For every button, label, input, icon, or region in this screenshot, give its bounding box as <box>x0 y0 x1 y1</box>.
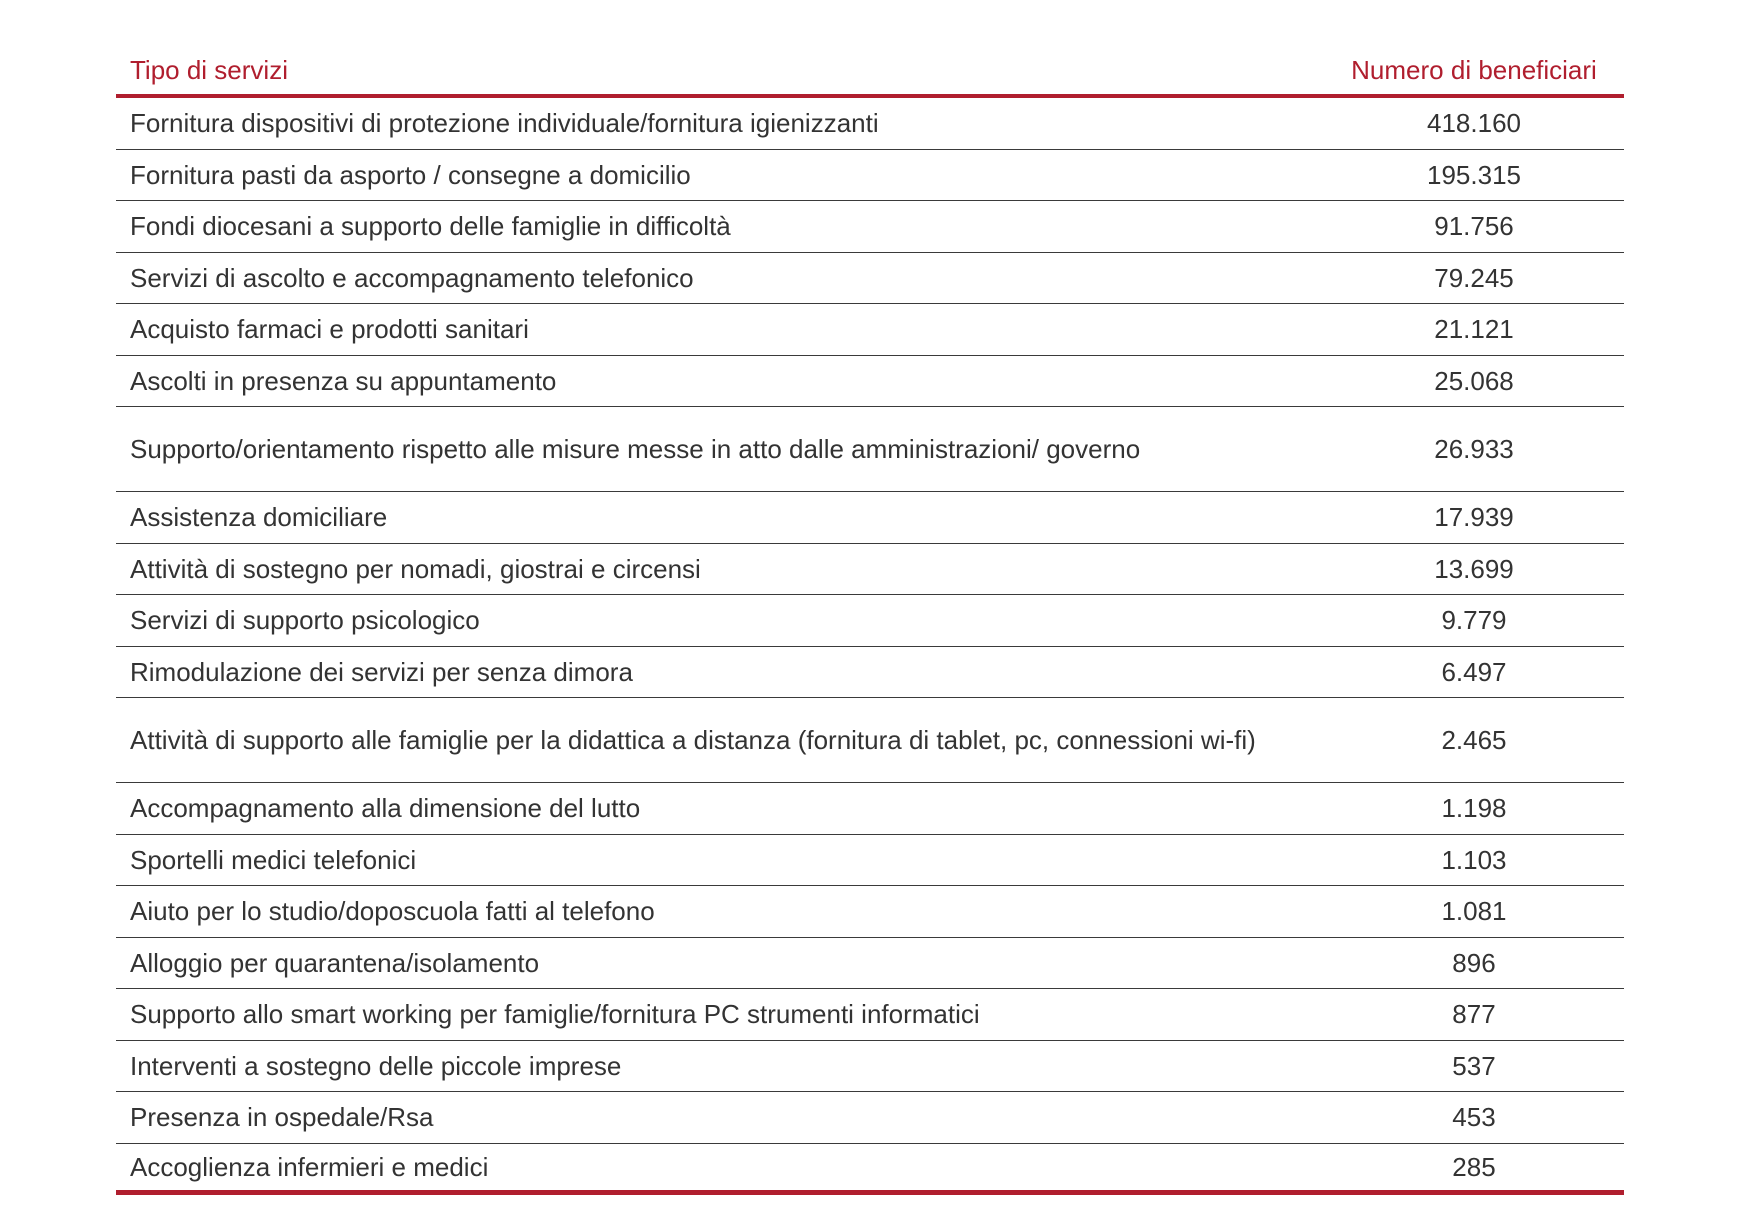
table-row <box>116 938 1624 990</box>
header-count: Numero di beneficiari <box>1351 55 1597 85</box>
service-cell: Accompagnamento alla dimensione del lutto <box>130 793 641 824</box>
service-cell: Presenza in ospedale/Rsa <box>130 1102 434 1133</box>
service-cell: Interventi a sostegno delle piccole imprese <box>130 1050 622 1081</box>
service-cell: Fornitura pasti da asporto / consegne a domicilio <box>130 159 691 190</box>
count-cell: 1.103 <box>1441 844 1507 875</box>
table-row <box>116 492 1624 544</box>
count-cell: 453 <box>1452 1102 1496 1133</box>
service-cell: Assistenza domiciliare <box>130 502 388 533</box>
service-cell: Ascolti in presenza su appuntamento <box>130 365 557 396</box>
service-cell: Rimodulazione dei servizi per senza dimora <box>130 656 633 687</box>
table-row <box>116 1144 1624 1196</box>
service-cell: Supporto allo smart working per famiglie/fornitura PC strumenti informatici <box>130 999 980 1030</box>
count-cell: 26.933 <box>1434 434 1514 464</box>
table-row <box>116 1092 1624 1144</box>
service-cell: Fornitura dispositivi di protezione individuale/fornitura igienizzanti <box>130 108 879 139</box>
header-service: Tipo di servizi <box>130 55 288 85</box>
count-cell: 537 <box>1452 1050 1496 1081</box>
table-row <box>116 356 1624 408</box>
count-cell: 9.779 <box>1441 605 1507 636</box>
count-cell: 13.699 <box>1434 553 1514 584</box>
table-row <box>116 98 1624 150</box>
count-cell: 79.245 <box>1434 262 1514 293</box>
count-cell: 1.198 <box>1441 793 1507 824</box>
count-cell: 877 <box>1452 999 1496 1030</box>
table-row <box>116 647 1624 699</box>
service-cell: Accoglienza infermieri e medici <box>130 1151 489 1182</box>
service-cell: Attività di sostegno per nomadi, giostrai e circensi <box>130 553 701 584</box>
service-cell: Fondi diocesani a supporto delle famiglie in difficoltà <box>130 211 731 242</box>
table-row <box>116 201 1624 253</box>
count-cell: 195.315 <box>1427 159 1521 190</box>
count-cell: 2.465 <box>1441 725 1507 755</box>
service-cell: Servizi di ascolto e accompagnamento telefonico <box>130 262 694 293</box>
count-cell: 25.068 <box>1434 365 1514 396</box>
count-cell: 6.497 <box>1441 656 1507 687</box>
count-cell: 21.121 <box>1434 314 1514 345</box>
table-row <box>116 304 1624 356</box>
service-cell: Aiuto per lo studio/doposcuola fatti al telefono <box>130 896 655 927</box>
count-cell: 418.160 <box>1427 108 1521 139</box>
count-cell: 285 <box>1452 1151 1496 1182</box>
table-row <box>116 407 1624 492</box>
count-cell: 91.756 <box>1434 211 1514 242</box>
count-cell: 17.939 <box>1434 502 1514 533</box>
service-cell: Servizi di supporto psicologico <box>130 605 480 636</box>
table-row <box>116 253 1624 305</box>
table-row <box>116 150 1624 202</box>
table-header <box>116 52 1624 98</box>
service-cell: Alloggio per quarantena/isolamento <box>130 947 540 978</box>
table-row <box>116 698 1624 783</box>
table-row <box>116 886 1624 938</box>
count-cell: 896 <box>1452 947 1496 978</box>
service-cell: Acquisto farmaci e prodotti sanitari <box>130 314 529 345</box>
service-cell: Attività di supporto alle famiglie per la didattica a distanza (fornitura di tablet, pc, connessioni wi-fi) <box>130 725 1256 755</box>
table-row <box>116 783 1624 835</box>
services-table <box>116 52 1624 1195</box>
table-row <box>116 835 1624 887</box>
table-row <box>116 595 1624 647</box>
service-cell: Sportelli medici telefonici <box>130 844 417 875</box>
count-cell: 1.081 <box>1441 896 1507 927</box>
table-row <box>116 989 1624 1041</box>
service-cell: Supporto/orientamento rispetto alle misure messe in atto dalle amministrazioni/ governo <box>130 434 1141 464</box>
table-row <box>116 544 1624 596</box>
table-row <box>116 1041 1624 1093</box>
